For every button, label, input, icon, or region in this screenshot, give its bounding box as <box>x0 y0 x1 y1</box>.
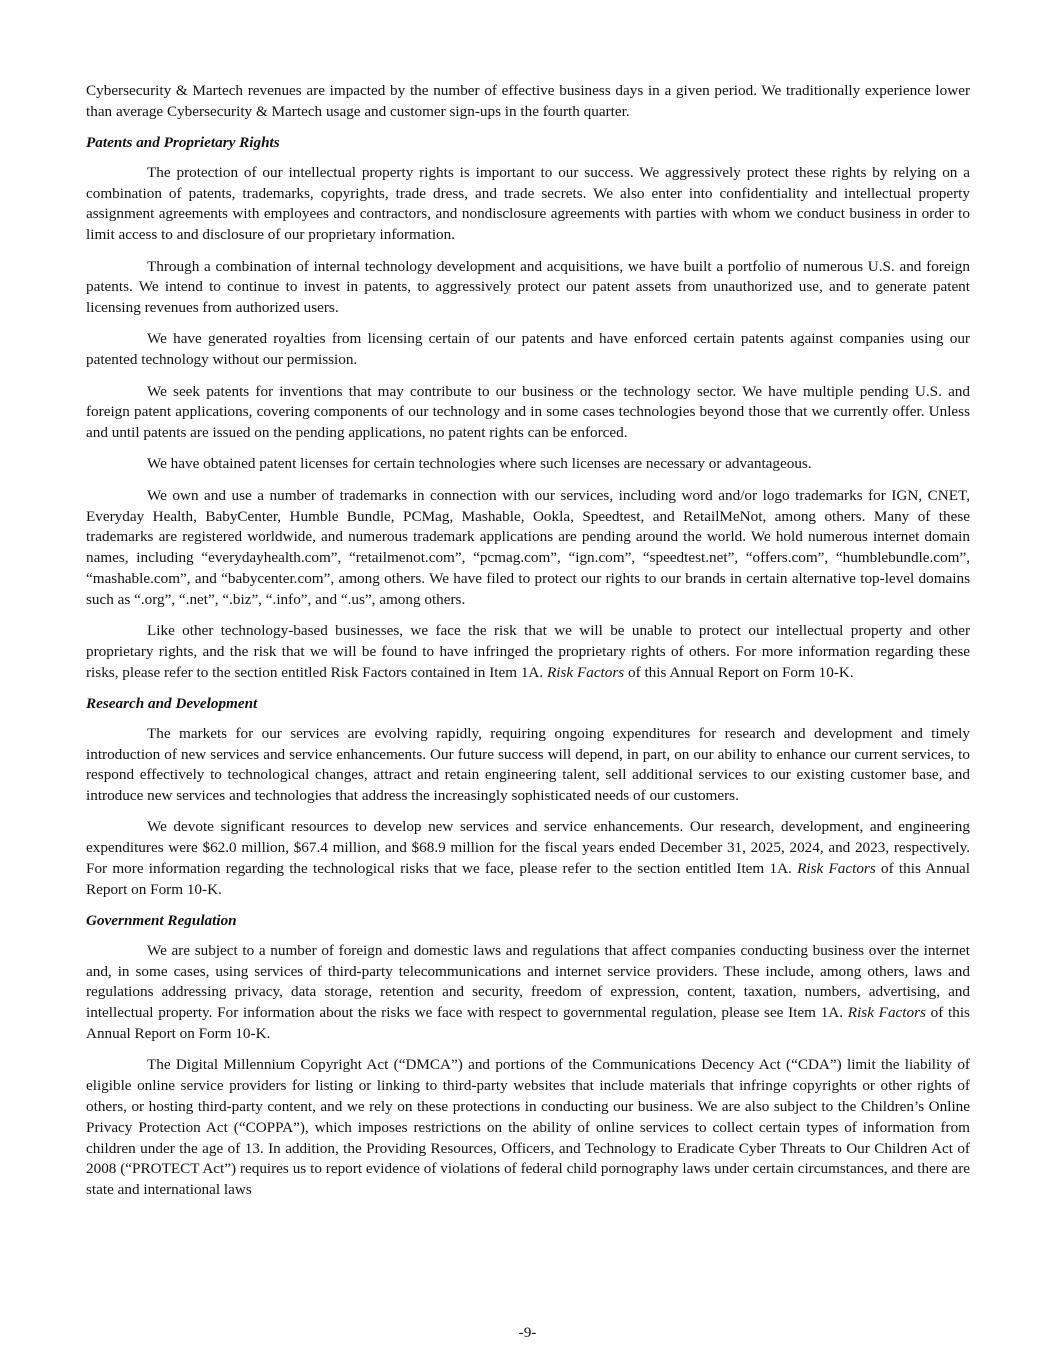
page-number: -9- <box>518 1324 537 1341</box>
research-paragraph-1: The markets for our services are evolving rapidly, requiring ongoing expenditures for research and development and timely introduction of new services and service enhancements. Our future success will depend, in part, on our ability to enhance our current services, to respond effectively to technological changes, attract and retain engineering talent, sell additional services to our existing customer base, and introduce new services and technologies that address the increasingly sophisticated needs of our customers. <box>86 724 970 805</box>
government-paragraph-2: The Digital Millennium Copyright Act (“DMCA”) and portions of the Communications Decency Act (“CDA”) limit the liability of eligible online service providers for listing or linking to third-party websites that include materials that infringe copyrights or other rights of others, or hosting third-party content, and we rely on these protections in conducting our business. We are also subject to the Children’s Online Privacy Protection Act (“COPPA”), which imposes restrictions on the ability of online services to collect certain types of information from children under the age of 13. In addition, the Providing Resources, Officers, and Technology to Eradicate Cyber Threats to Our Children Act of 2008 (“PROTECT Act”) requires us to report evidence of violations of federal child pornography laws under certain circumstances, and there are state and international laws <box>86 1056 970 1199</box>
research-p2-text-end: of this Annual Report on Form 10-K. <box>86 860 970 898</box>
research-p2-text: We devote significant resources to develop new services and service enhancements. Our research, development, and engineering expenditures were $62.0 million, $67.4 million, and $68.9 million for the fiscal years ended December 31, 2025, 2024, and 2023, respectively. For more information regarding the technological risks that we face, please refer to the section entitled Item 1A. <box>86 818 970 877</box>
section-heading-patents: Patents and Proprietary Rights <box>86 134 280 152</box>
patents-p7-text-end: of this Annual Report on Form 10-K. <box>624 663 854 681</box>
research-p2-italic: Risk Factors <box>797 860 876 877</box>
government-p1-italic: Risk Factors <box>847 1004 926 1022</box>
intro-paragraph: Cybersecurity & Martech revenues are impacted by the number of effective business days in a given period. We traditionally experience lower than average Cybersecurity & Martech usage and customer sign-ups in the fourth quarter. <box>86 82 970 120</box>
research-paragraph-2 <box>86 817 970 900</box>
patents-paragraph-5: We have obtained patent licenses for certain technologies where such licenses are necessary or advantageous. <box>147 455 812 473</box>
government-p1-text-end: of this Annual Report on Form 10-K. <box>86 1004 970 1043</box>
patents-paragraph-2: Through a combination of internal technology development and acquisitions, we have built a portfolio of numerous U.S. and foreign patents. We intend to continue to invest in patents, to aggressively protect our patent assets from unauthorized use, and to generate patent licensing revenues from authorized users. <box>86 257 970 317</box>
patents-p7-italic: Risk Factors <box>547 663 625 681</box>
government-p1-text: We are subject to a number of foreign and domestic laws and regulations that affect companies conducting business over the internet and, in some cases, using services of third-party telecommunications and internet service providers. These include, among others, laws and regulations addressing privacy, data storage, retention and security, freedom of expression, content, taxation, numbers, advertising, and intellectual property. For information about the risks we face with respect to governmental regulation, please see Item 1A. <box>86 941 970 1022</box>
patents-paragraph-3: We have generated royalties from licensing certain of our patents and have enforced certain patents against companies using our patented technology without our permission. <box>86 330 970 369</box>
patents-p7-text: Like other technology-based businesses, we face the risk that we will be unable to protect our intellectual property and other proprietary rights, and the risk that we will be found to have infringed the proprietary rights of others. For more information regarding these risks, please refer to the section entitled Risk Factors contained in Item 1A. <box>86 622 970 681</box>
patents-paragraph-4: We seek patents for inventions that may contribute to our business or the technology sector. We have multiple pending U.S. and foreign patent applications, covering components of our technology and in some cases technologies beyond those that we currently offer. Unless and until patents are issued on the pending applications, no patent rights can be enforced. <box>86 382 970 442</box>
patents-paragraph-6: We own and use a number of trademarks in connection with our services, including word and/or logo trademarks for IGN, CNET, Everyday Health, BabyCenter, Humble Bundle, PCMag, Mashable, Ookla, Speedtest, and RetailMeNot, among others. Many of these trademarks are registered worldwide, and numerous trademark applications are pending around the world. We hold numerous internet domain names, including “everydayhealth.com”, “retailmenot.com”, “pcmag.com”, “ign.com”, “speedtest.net”, “offers.com”, “humblebundle.com”, “mashable.com”, and “babycenter.com”, among others. We have filed to protect our rights to our brands in certain alternative top-level domains such as “.org”, “.net”, “.biz”, “.info”, and “.us”, among others. <box>86 486 970 608</box>
patents-paragraph-7 <box>86 621 970 683</box>
section-heading-government: Government Regulation <box>86 912 237 930</box>
government-paragraph-1 <box>86 941 970 1045</box>
document-body <box>86 81 970 1211</box>
patents-paragraph-1: The protection of our intellectual property rights is important to our success. We aggressively protect these rights by relying on a combination of patents, trademarks, copyrights, trade dress, and trade secrets. We also enter into confidentiality and intellectual property assignment agreements with employees and contractors, and nondisclosure agreements with parties with whom we conduct business in order to limit access to and disclosure of our proprietary information. <box>86 163 970 244</box>
section-heading-research: Research and Development <box>86 694 258 712</box>
